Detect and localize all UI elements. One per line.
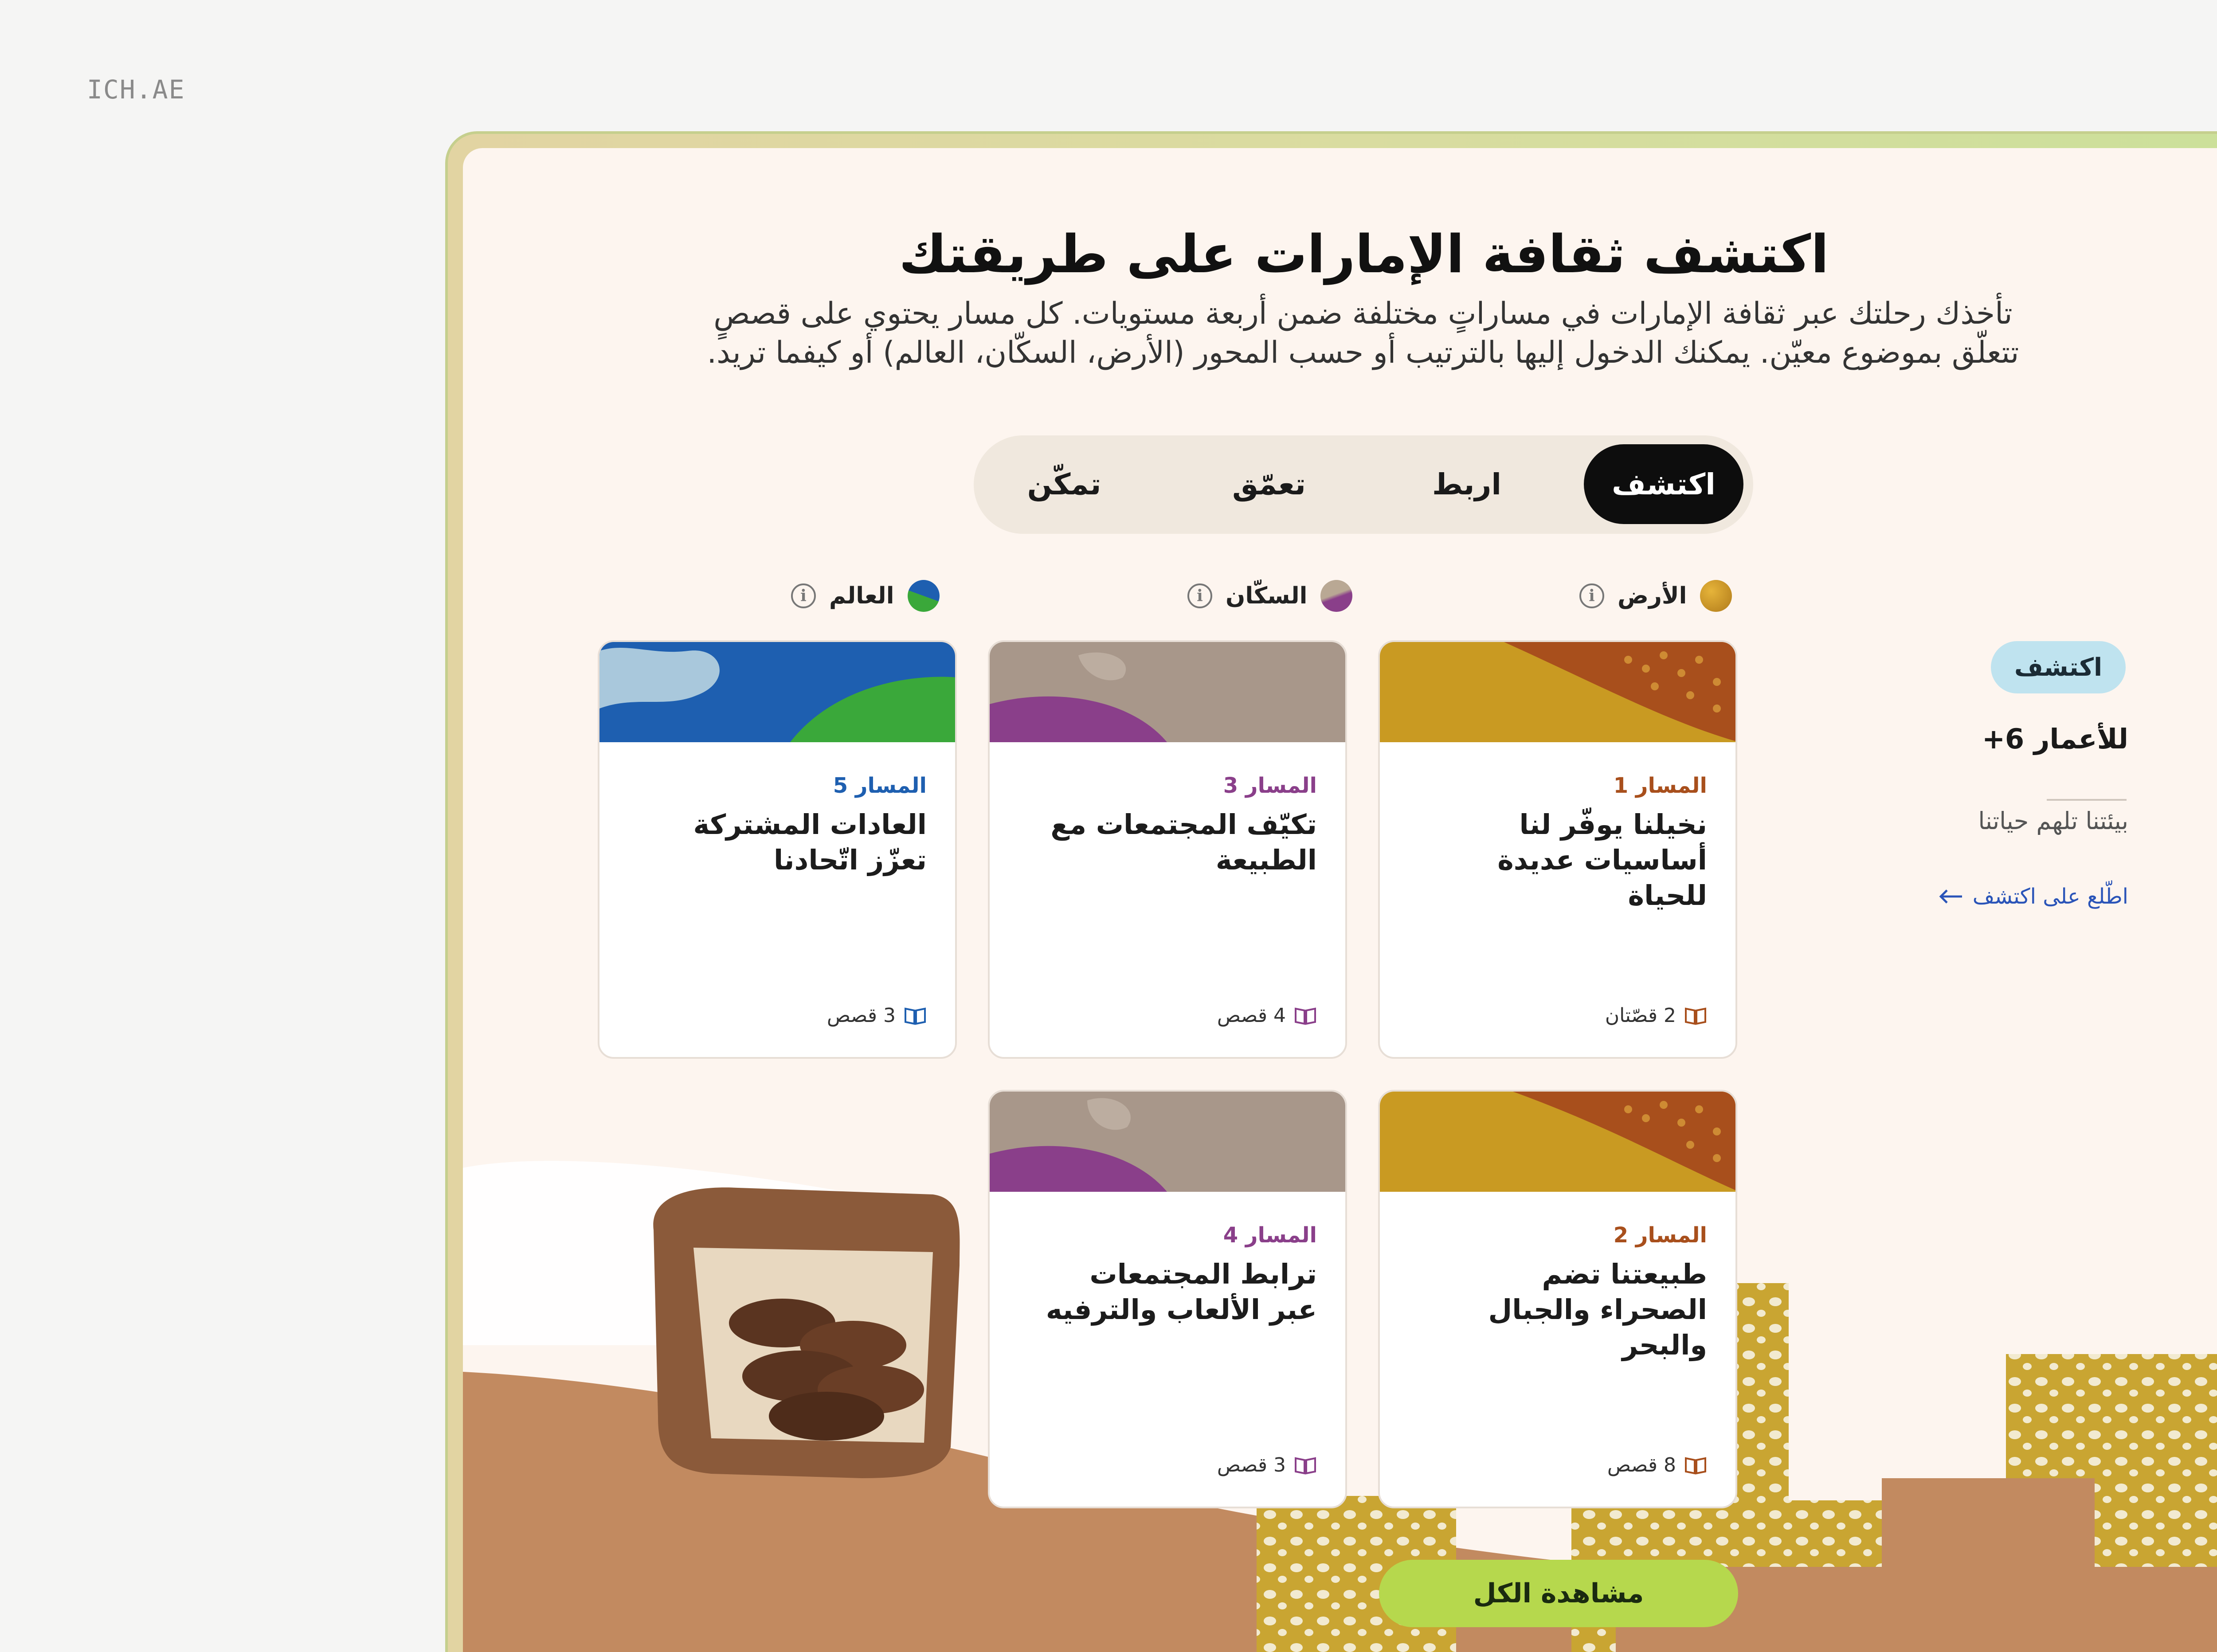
axis-land-label: الأرض bbox=[1618, 583, 1687, 609]
story-count: 3 قصص bbox=[827, 1004, 927, 1027]
book-icon bbox=[904, 1006, 927, 1026]
card-banner bbox=[1380, 642, 1737, 742]
age-label: للأعمار 6+ bbox=[1982, 723, 2128, 755]
axis-people-label: السكّان bbox=[1226, 583, 1308, 609]
info-icon[interactable]: i bbox=[1579, 583, 1604, 608]
divider bbox=[2047, 799, 2127, 801]
world-icon bbox=[908, 580, 940, 612]
book-icon bbox=[1684, 1006, 1707, 1026]
card-banner bbox=[599, 642, 957, 742]
book-icon bbox=[1294, 1006, 1317, 1026]
axis-world bbox=[791, 578, 940, 614]
info-icon[interactable]: i bbox=[1187, 583, 1212, 608]
story-count: 4 قصص bbox=[1217, 1004, 1317, 1027]
book-icon bbox=[1294, 1456, 1317, 1475]
level-tabs bbox=[974, 435, 1753, 534]
info-icon[interactable]: i bbox=[791, 583, 816, 608]
axis-world-label: العالم bbox=[829, 583, 894, 609]
path-card-3[interactable] bbox=[988, 640, 1347, 1059]
arrow-left-icon bbox=[1937, 888, 1964, 905]
path-number: المسار 2 bbox=[1613, 1223, 1707, 1248]
path-title: نخيلنا يوفّر لنا أساسيات عديدة للحياة bbox=[1497, 808, 1707, 912]
path-title: ترابط المجتمعات عبر الألعاب والترفيه bbox=[1046, 1258, 1317, 1326]
path-card-2[interactable] bbox=[1378, 1090, 1737, 1508]
path-number: المسار 3 bbox=[1223, 773, 1317, 798]
path-card-1[interactable] bbox=[1378, 640, 1737, 1059]
subtitle-line-2: تتعلّق بموضوع معيّن. يمكنك الدخول إليها بالترتيب أو حسب المحور (الأرض، السكّان، العالم) أو كيفما تريد. bbox=[707, 335, 2019, 370]
card-banner bbox=[990, 1092, 1347, 1192]
land-icon bbox=[1700, 580, 1732, 612]
story-count: 8 قصص bbox=[1607, 1454, 1707, 1476]
path-number: المسار 4 bbox=[1223, 1223, 1317, 1248]
path-card-5[interactable] bbox=[598, 640, 957, 1059]
tab-connect[interactable]: اربط bbox=[1432, 467, 1502, 501]
page-title: اكتشف ثقافة الإمارات على طريقتك bbox=[899, 223, 1829, 285]
main-panel bbox=[463, 148, 2217, 1652]
axis-people bbox=[1187, 578, 1352, 614]
subtitle-line-1: تأخذك رحلتك عبر ثقافة الإمارات في مساراتٍ مختلفة ضمن أربعة مستويات. كل مسار يحتوي على قصصٍ bbox=[713, 296, 2013, 331]
story-count: 3 قصص bbox=[1217, 1454, 1317, 1476]
card-banner bbox=[1380, 1092, 1737, 1192]
tab-deepen[interactable]: تعمّق bbox=[1232, 467, 1306, 501]
story-count: 2 قصّتان bbox=[1605, 1004, 1707, 1027]
view-all-button[interactable]: مشاهدة الكل bbox=[1379, 1560, 1738, 1627]
axis-land bbox=[1579, 578, 1732, 614]
book-icon bbox=[1684, 1456, 1707, 1475]
card-banner bbox=[990, 642, 1347, 742]
path-title: العادات المشتركة تعزّز اتّحادنا bbox=[693, 808, 927, 876]
level-description: بيئتنا تلهم حياتنا bbox=[1978, 807, 2128, 835]
path-title: تكيّف المجتمعات مع الطبيعة bbox=[1050, 808, 1317, 876]
site-label: ICH.AE bbox=[87, 74, 185, 105]
people-icon bbox=[1320, 580, 1352, 612]
tab-discover[interactable]: اكتشف bbox=[1584, 444, 1743, 524]
path-number: المسار 1 bbox=[1613, 773, 1707, 798]
date-basket bbox=[653, 1187, 960, 1478]
tab-empower[interactable]: تمكّن bbox=[1027, 467, 1101, 501]
path-title: طبيعتنا تضم الصحراء والجبال والبحر bbox=[1488, 1258, 1707, 1361]
level-badge: اكتشف bbox=[1991, 641, 2126, 693]
explore-level-link[interactable]: اطّلع على اكتشف bbox=[1937, 884, 2128, 909]
page-subtitle bbox=[693, 294, 2033, 372]
path-card-4[interactable] bbox=[988, 1090, 1347, 1508]
path-number: المسار 5 bbox=[833, 773, 927, 798]
